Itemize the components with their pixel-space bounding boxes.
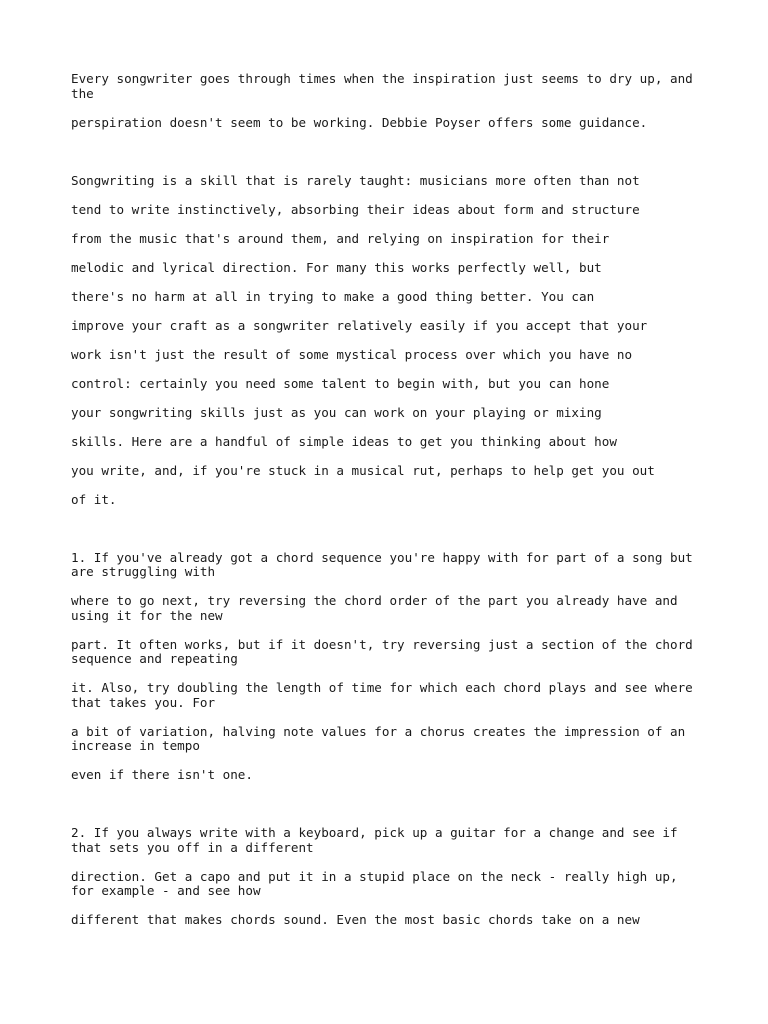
text-line: Every songwriter goes through times when the inspiration just seems to dry up, and the <box>71 71 701 101</box>
text-line: melodic and lyrical direction. For many this works perfectly well, but <box>71 259 602 275</box>
text-line: tend to write instinctively, absorbing their ideas about form and structure <box>71 201 640 217</box>
text-line: a bit of variation, halving note values for a chorus creates the impression of an increase in tempo <box>71 723 693 753</box>
document-body <box>71 72 701 942</box>
text-line: 2. If you always write with a keyboard, pick up a guitar for a change and see if that sets you off in a different <box>71 825 686 855</box>
intro-paragraph <box>71 72 701 130</box>
text-line: your songwriting skills just as you can work on your playing or mixing <box>71 404 602 420</box>
text-line: where to go next, try reversing the chord order of the part you already have and using it for the new <box>71 593 686 623</box>
tip-1-paragraph <box>71 551 701 783</box>
text-line: control: certainly you need some talent to begin with, but you can hone <box>71 375 610 391</box>
text-line: part. It often works, but if it doesn't, try reversing just a section of the chord sequence and repeating <box>71 636 701 666</box>
paragraph-gap <box>71 522 701 551</box>
text-line: there's no harm at all in trying to make a good thing better. You can <box>71 288 595 304</box>
text-line: perspiration doesn't seem to be working. Debbie Poyser offers some guidance. <box>71 114 648 130</box>
text-line: 1. If you've already got a chord sequence you're happy with for part of a song but are struggling with <box>71 549 701 579</box>
text-line: from the music that's around them, and relying on inspiration for their <box>71 230 610 246</box>
text-line: skills. Here are a handful of simple ideas to get you thinking about how <box>71 433 617 449</box>
text-line: you write, and, if you're stuck in a musical rut, perhaps to help get you out <box>71 462 655 478</box>
paragraph-gap <box>71 797 701 826</box>
text-line: even if there isn't one. <box>71 767 253 782</box>
text-line: Songwriting is a skill that is rarely taught: musicians more often than not <box>71 172 640 188</box>
tip-2-paragraph <box>71 826 701 928</box>
text-line: improve your craft as a songwriter relatively easily if you accept that your <box>71 317 648 333</box>
paragraph-songwriting-skill <box>71 174 701 508</box>
paragraph-gap <box>71 145 701 174</box>
text-line: work isn't just the result of some mystical process over which you have no <box>71 346 633 362</box>
text-line: direction. Get a capo and put it in a stupid place on the neck - really high up, for example - and see how <box>71 868 686 898</box>
text-line: different that makes chords sound. Even the most basic chords take on a new <box>71 912 640 927</box>
text-line: it. Also, try doubling the length of time for which each chord plays and see where that takes you. For <box>71 680 701 710</box>
text-line: of it. <box>71 491 117 507</box>
